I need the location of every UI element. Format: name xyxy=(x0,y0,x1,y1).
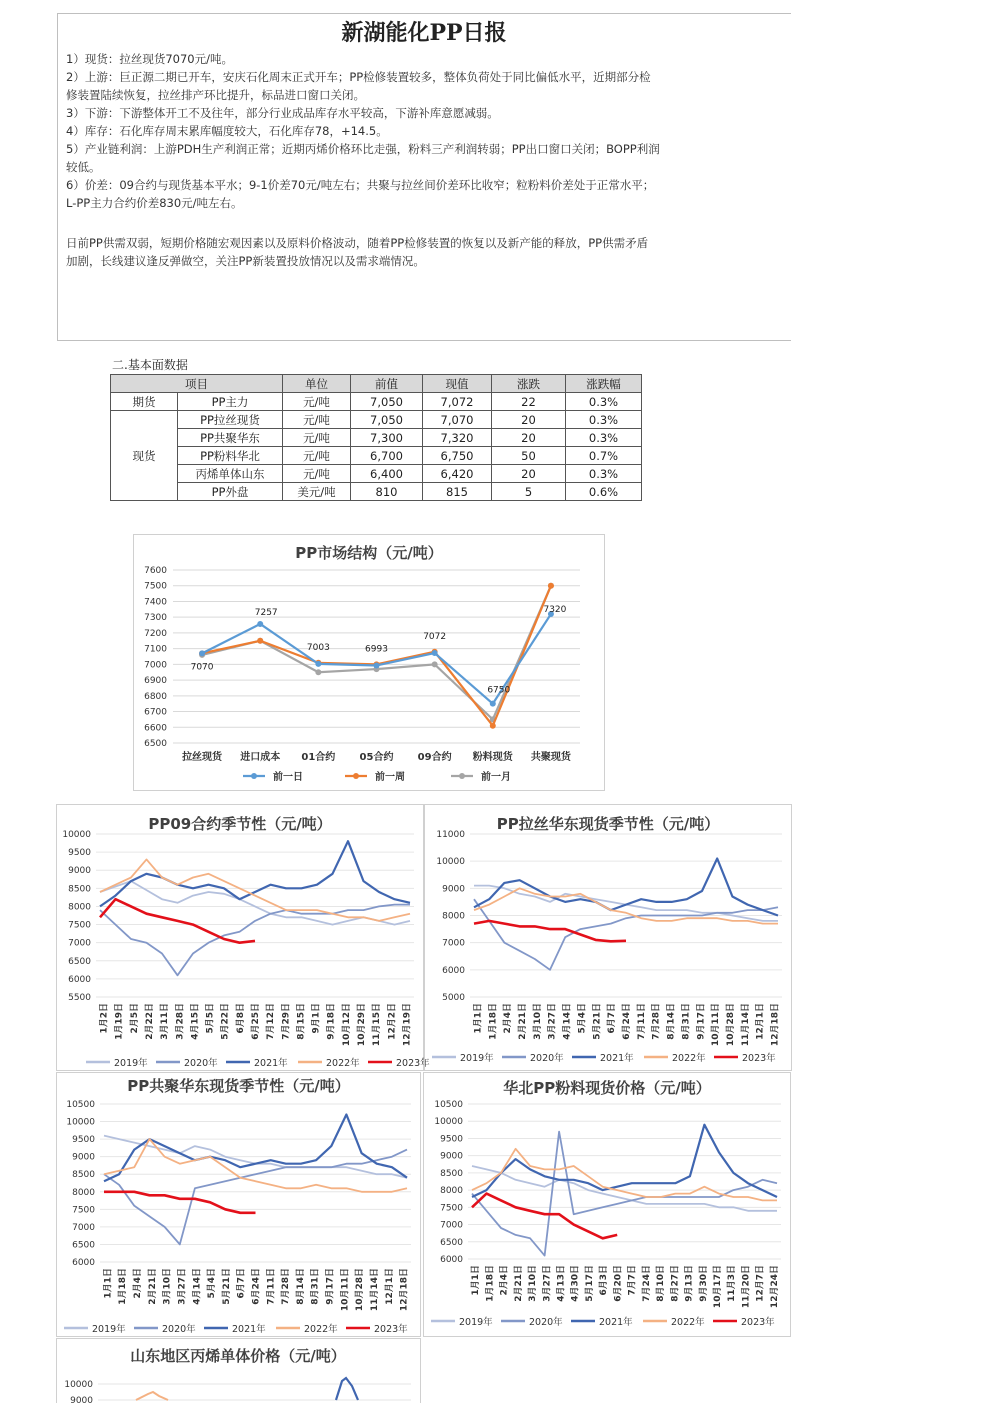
table-row xyxy=(111,483,642,501)
y-tick-label: 7500 xyxy=(72,1205,95,1216)
x-tick-label: 6月3日 xyxy=(599,1265,610,1296)
legend-marker xyxy=(459,773,465,779)
report-line: 6）价差：09合约与现货基本平水；9-1价差70元/吨左右；共聚与拉丝间价差环比收窄；粒粉料价差处于正常水平； xyxy=(66,178,655,192)
table-cell: 20 xyxy=(492,429,566,447)
x-tick-label: 8月14日 xyxy=(295,1268,306,1305)
x-tick-label: 进口成本 xyxy=(240,752,281,763)
x-tick-label: 2月21日 xyxy=(147,1268,158,1305)
x-tick-label: 9月17日 xyxy=(696,1003,707,1040)
x-tick-label: 8月27日 xyxy=(670,1265,681,1302)
legend-label: 前一月 xyxy=(481,772,511,783)
x-tick-label: 3月11日 xyxy=(160,1003,171,1040)
y-tick-label: 6500 xyxy=(144,739,167,749)
x-tick-label: 12月7日 xyxy=(755,1265,766,1302)
data-label: 7257 xyxy=(254,607,278,618)
y-tick-label: 10000 xyxy=(434,1117,463,1128)
series-point xyxy=(374,662,380,668)
legend-label: 2020年 xyxy=(530,1053,564,1064)
x-tick-label: 2月22日 xyxy=(145,1003,155,1040)
x-tick-label: 5月21日 xyxy=(221,1268,232,1305)
table-cell: PP粉料华北 xyxy=(178,447,283,465)
y-tick-label: 8000 xyxy=(72,1187,95,1198)
x-tick-label: 7月11日 xyxy=(636,1003,647,1040)
y-tick-label: 6000 xyxy=(440,1255,463,1265)
x-tick-label: 4月15日 xyxy=(190,1003,201,1040)
legend-label: 2019年 xyxy=(114,1058,148,1069)
series-point xyxy=(432,650,438,656)
table-cell: 0.3% xyxy=(566,393,642,411)
x-tick-label: 3月27日 xyxy=(542,1265,553,1302)
x-tick-label: 5月22日 xyxy=(220,1003,231,1040)
x-tick-label: 3月28日 xyxy=(175,1003,186,1040)
x-tick-label: 1月18日 xyxy=(118,1268,129,1305)
series-line-2022 xyxy=(136,1392,168,1400)
col-header-unit: 单位 xyxy=(283,375,351,393)
y-tick-label: 8000 xyxy=(68,902,91,913)
pp-copolymer-seasonal-chart xyxy=(56,1072,421,1337)
x-tick-label: 12月24日 xyxy=(769,1265,780,1309)
y-tick-label: 11000 xyxy=(436,830,465,840)
y-tick-label: 6000 xyxy=(442,965,465,976)
pp-powder-price-chart xyxy=(423,1072,791,1337)
table-cell: 50 xyxy=(492,447,566,465)
series-point xyxy=(199,650,205,656)
series-line-2021年 xyxy=(472,1125,777,1197)
report-line: 5）产业链利润：上游PDH生产利润正常；近期丙烯价格环比走强，粉料三产利润转弱；PP出口窗口关闭；BOPP利润 xyxy=(66,142,660,156)
x-tick-label: 9月13日 xyxy=(684,1265,695,1302)
series-point xyxy=(315,661,321,667)
y-tick-label: 10500 xyxy=(434,1100,463,1110)
x-tick-label: 10月28日 xyxy=(726,1003,736,1047)
table-cell: 0.7% xyxy=(566,447,642,465)
x-tick-label: 4月30日 xyxy=(570,1265,581,1302)
y-tick-label: 7600 xyxy=(144,566,167,576)
x-tick-label: 12月1日 xyxy=(755,1003,766,1040)
x-tick-label: 9月1日 xyxy=(311,1003,322,1034)
y-tick-label: 8500 xyxy=(440,1168,463,1179)
y-tick-label: 7100 xyxy=(144,644,167,655)
y-tick-label: 7500 xyxy=(440,1203,463,1214)
y-tick-label: 6500 xyxy=(68,956,91,967)
x-tick-label: 9月18日 xyxy=(326,1003,337,1040)
report-line: 较低。 xyxy=(66,160,101,174)
x-tick-label: 7月29日 xyxy=(281,1003,292,1040)
table-cell: 6,750 xyxy=(423,447,492,465)
pp-drawn-seasonal-chart xyxy=(424,804,792,1071)
series-line-2022年 xyxy=(472,1149,777,1201)
x-tick-label: 2月21日 xyxy=(513,1265,524,1302)
x-tick-label: 10月29日 xyxy=(357,1003,367,1047)
chart-title: PP拉丝华东现货季节性（元/吨） xyxy=(496,815,720,833)
x-tick-label: 4月13日 xyxy=(556,1265,567,1302)
x-tick-label: 12月19日 xyxy=(402,1003,413,1047)
x-tick-label: 1月18日 xyxy=(488,1003,499,1040)
x-tick-label: 11月15日 xyxy=(372,1003,383,1047)
legend-label: 2022年 xyxy=(672,1053,706,1064)
y-tick-label: 6900 xyxy=(144,676,167,687)
x-tick-label: 7月11日 xyxy=(266,1268,277,1305)
row-group-spot: 现货 xyxy=(111,411,178,501)
series-point xyxy=(257,621,263,627)
table-cell: 元/吨 xyxy=(283,447,351,465)
x-tick-label: 2月4日 xyxy=(499,1265,510,1296)
table-cell: 7,070 xyxy=(423,411,492,429)
x-tick-label: 11月14日 xyxy=(369,1268,380,1312)
x-tick-label: 6月7日 xyxy=(607,1003,618,1034)
legend-label: 前一日 xyxy=(273,772,303,783)
y-tick-label: 9000 xyxy=(440,1151,463,1162)
legend-label: 2019年 xyxy=(459,1317,493,1328)
y-tick-label: 7200 xyxy=(144,628,167,639)
y-tick-label: 8500 xyxy=(68,884,91,895)
x-tick-label: 8月15日 xyxy=(296,1003,307,1040)
x-tick-label: 10月12日 xyxy=(341,1003,352,1047)
x-tick-label: 2月4日 xyxy=(133,1268,144,1299)
data-label: 7070 xyxy=(190,662,214,673)
table-cell: 6,400 xyxy=(351,465,423,483)
table-cell: 22 xyxy=(492,393,566,411)
legend-label: 2023年 xyxy=(741,1317,775,1328)
x-tick-label: 7月12日 xyxy=(266,1003,277,1040)
x-tick-label: 12月2日 xyxy=(387,1003,398,1040)
table-cell: 7,050 xyxy=(351,393,423,411)
pp09-seasonal-chart xyxy=(56,804,430,1071)
legend-label: 前一周 xyxy=(375,772,405,783)
table-cell: 元/吨 xyxy=(283,465,351,483)
legend-label: 2020年 xyxy=(184,1058,218,1069)
table-cell: 0.3% xyxy=(566,465,642,483)
report-line: 2）上游：巨正源二期已开车，安庆石化周末正式开车；PP检修装置较多，整体负荷处于同比偏低水平，近期部分检 xyxy=(66,70,651,84)
x-tick-label: 11月14日 xyxy=(740,1003,751,1047)
y-tick-label: 7000 xyxy=(72,1222,95,1233)
x-tick-label: 01合约 xyxy=(301,752,336,763)
x-tick-label: 10月11日 xyxy=(711,1003,722,1047)
x-tick-label: 5月5日 xyxy=(205,1003,216,1034)
series-point xyxy=(548,583,554,589)
table-row xyxy=(111,393,642,411)
x-tick-label: 拉丝现货 xyxy=(182,752,223,763)
y-tick-label: 6000 xyxy=(72,1258,95,1268)
x-tick-label: 10月17日 xyxy=(712,1265,723,1309)
y-tick-label: 7500 xyxy=(144,581,167,592)
x-tick-label: 5月21日 xyxy=(592,1003,603,1040)
market-structure-chart xyxy=(133,534,605,791)
chart-title: PP共聚华东现货季节性（元/吨） xyxy=(127,1077,350,1095)
table-cell: 5 xyxy=(492,483,566,501)
legend-label: 2022年 xyxy=(304,1324,338,1335)
x-tick-label: 3月10日 xyxy=(528,1265,539,1302)
y-tick-label: 7000 xyxy=(68,938,91,949)
series-line-2020年 xyxy=(474,899,778,970)
y-tick-label: 9000 xyxy=(70,1396,93,1403)
table-cell: 815 xyxy=(423,483,492,501)
x-tick-label: 5月17日 xyxy=(584,1265,595,1302)
y-tick-label: 8500 xyxy=(72,1170,95,1181)
x-tick-label: 共聚现货 xyxy=(530,752,571,763)
y-tick-label: 9000 xyxy=(72,1152,95,1163)
data-label: 7320 xyxy=(543,605,567,616)
table-row xyxy=(111,465,642,483)
report-line: 1）现货：拉丝现货7070元/吨。 xyxy=(66,52,233,66)
series-point xyxy=(315,669,321,675)
table-cell: 810 xyxy=(351,483,423,501)
x-tick-label: 12月1日 xyxy=(384,1268,395,1305)
legend-marker xyxy=(353,773,359,779)
col-header-prev: 前值 xyxy=(351,375,423,393)
table-cell: PP外盘 xyxy=(178,483,283,501)
section-title-basic: 二.基本面数据 xyxy=(112,358,188,372)
table-cell: 元/吨 xyxy=(283,393,351,411)
table-cell: PP共聚华东 xyxy=(178,429,283,447)
row-group-futures: 期货 xyxy=(111,393,178,411)
x-tick-label: 7月7日 xyxy=(627,1265,638,1296)
y-tick-label: 7000 xyxy=(440,1220,463,1231)
table-cell: PP主力 xyxy=(178,393,283,411)
data-label: 7072 xyxy=(423,632,447,643)
table-cell: 元/吨 xyxy=(283,429,351,447)
x-tick-label: 5月4日 xyxy=(577,1003,588,1034)
x-tick-label: 11月3日 xyxy=(727,1265,738,1302)
col-header-change: 涨跌 xyxy=(492,375,566,393)
report-line: 日前PP供需双弱，短期价格随宏观因素以及原料价格波动，随着PP检修装置的恢复以及新产能的释放，PP供需矛盾 xyxy=(66,236,649,250)
table-cell: 7,300 xyxy=(351,429,423,447)
series-line-2023年 xyxy=(100,899,255,943)
table-cell: 20 xyxy=(492,411,566,429)
y-tick-label: 10500 xyxy=(66,1100,95,1110)
chart-title: 华北PP粉料现货价格（元/吨） xyxy=(503,1079,711,1097)
x-tick-label: 7月28日 xyxy=(651,1003,662,1040)
x-tick-label: 3月10日 xyxy=(532,1003,543,1040)
series-point xyxy=(490,723,496,729)
data-label: 6993 xyxy=(365,644,388,655)
report-line: 修装置陆续恢复，拉丝排产环比提升，标品进口窗口关闭。 xyxy=(66,88,365,102)
y-tick-label: 6700 xyxy=(144,707,167,718)
report-line: 3）下游：下游整体开工不及往年，部分行业成品库存水平较高，下游补库意愿减弱。 xyxy=(66,106,499,120)
table-header-row xyxy=(111,375,642,393)
x-tick-label: 2月21日 xyxy=(518,1003,528,1040)
legend-label: 2023年 xyxy=(742,1053,776,1064)
x-tick-label: 12月18日 xyxy=(770,1003,781,1047)
legend-label: 2022年 xyxy=(671,1317,705,1328)
y-tick-label: 6500 xyxy=(440,1237,463,1248)
x-tick-label: 05合约 xyxy=(359,752,394,763)
y-tick-label: 10000 xyxy=(66,1117,95,1128)
x-tick-label: 10月11日 xyxy=(340,1268,351,1312)
y-tick-label: 8000 xyxy=(442,911,465,922)
series-line-2021 xyxy=(336,1378,358,1400)
y-tick-label: 9500 xyxy=(68,848,91,859)
y-tick-label: 7500 xyxy=(68,920,91,931)
legend-label: 2021年 xyxy=(600,1053,634,1064)
y-tick-label: 10000 xyxy=(436,857,465,868)
x-tick-label: 8月10日 xyxy=(656,1265,667,1302)
series-point xyxy=(490,701,496,707)
y-tick-label: 9500 xyxy=(440,1134,463,1145)
series-point xyxy=(432,661,438,667)
y-tick-label: 7400 xyxy=(144,597,167,608)
legend-label: 2021年 xyxy=(599,1317,633,1328)
series-line-2020年 xyxy=(100,905,410,976)
legend-label: 2019年 xyxy=(92,1324,126,1335)
x-tick-label: 12月18日 xyxy=(399,1268,410,1312)
table-cell: PP拉丝现货 xyxy=(178,411,283,429)
report-line: 加剧，长线建议逢反弹做空，关注PP新装置投放情况以及需求端情况。 xyxy=(66,254,425,268)
table-row xyxy=(111,411,642,429)
y-tick-label: 6600 xyxy=(144,723,167,734)
y-tick-label: 6000 xyxy=(68,974,91,985)
x-tick-label: 1月1日 xyxy=(103,1268,114,1299)
x-tick-label: 4月14日 xyxy=(192,1268,203,1305)
col-header-item: 项目 xyxy=(111,375,283,393)
x-tick-label: 1月1日 xyxy=(473,1003,484,1034)
data-label: 6750 xyxy=(487,685,511,696)
col-header-pct: 涨跌幅 xyxy=(566,375,642,393)
y-tick-label: 9500 xyxy=(72,1135,95,1146)
x-tick-label: 6月24日 xyxy=(622,1003,632,1040)
series-line-2021年 xyxy=(474,859,778,916)
y-tick-label: 9000 xyxy=(68,866,91,877)
x-tick-label: 9月30日 xyxy=(698,1265,709,1302)
table-row xyxy=(111,447,642,465)
x-tick-label: 6月7日 xyxy=(236,1268,247,1299)
legend-marker xyxy=(251,773,257,779)
legend-label: 2022年 xyxy=(326,1058,360,1069)
x-tick-label: 11月20日 xyxy=(741,1265,752,1309)
x-tick-label: 4月14日 xyxy=(562,1003,573,1040)
chart-title: PP市场结构（元/吨） xyxy=(295,544,443,562)
x-tick-label: 3月27日 xyxy=(177,1268,188,1305)
table-cell: 丙烯单体山东 xyxy=(178,465,283,483)
chart-title: 山东地区丙烯单体价格（元/吨） xyxy=(130,1347,346,1365)
chart-title: PP09合约季节性（元/吨） xyxy=(148,815,332,833)
report-title: 新湖能化PP日报 xyxy=(341,20,507,46)
table-cell: 7,072 xyxy=(423,393,492,411)
y-tick-label: 10000 xyxy=(64,1380,93,1390)
x-tick-label: 8月31日 xyxy=(310,1268,321,1305)
y-tick-label: 10000 xyxy=(62,830,91,840)
legend-label: 2023年 xyxy=(396,1058,430,1069)
x-tick-label: 1月2日 xyxy=(99,1003,110,1034)
y-tick-label: 6800 xyxy=(144,691,167,702)
x-tick-label: 7月28日 xyxy=(281,1268,292,1305)
x-tick-label: 粉料现货 xyxy=(472,752,513,763)
x-tick-label: 9月17日 xyxy=(325,1268,336,1305)
table-cell: 6,700 xyxy=(351,447,423,465)
y-tick-label: 5000 xyxy=(442,993,465,1003)
y-tick-label: 9000 xyxy=(442,884,465,895)
legend-label: 2019年 xyxy=(460,1053,494,1064)
table-cell: 元/吨 xyxy=(283,411,351,429)
table-cell: 0.3% xyxy=(566,411,642,429)
x-tick-label: 1月1日 xyxy=(471,1265,482,1296)
legend-label: 2021年 xyxy=(254,1058,288,1069)
propylene-price-chart xyxy=(56,1338,421,1403)
basic-data-table xyxy=(110,374,642,501)
x-tick-label: 6月8日 xyxy=(235,1003,246,1034)
table-cell: 20 xyxy=(492,465,566,483)
series-point xyxy=(257,638,263,644)
legend-label: 2023年 xyxy=(374,1324,408,1335)
legend-label: 2020年 xyxy=(162,1324,196,1335)
table-cell: 6,420 xyxy=(423,465,492,483)
report-line: L-PP主力合约价差830元/吨左右。 xyxy=(66,196,243,210)
data-label: 7003 xyxy=(306,642,330,653)
table-cell: 7,050 xyxy=(351,411,423,429)
x-tick-label: 8月31日 xyxy=(681,1003,692,1040)
table-cell: 美元/吨 xyxy=(283,483,351,501)
x-tick-label: 2月4日 xyxy=(503,1003,514,1034)
legend-label: 2020年 xyxy=(529,1317,563,1328)
x-tick-label: 3月10日 xyxy=(162,1268,173,1305)
table-cell: 0.3% xyxy=(566,429,642,447)
x-tick-label: 6月24日 xyxy=(251,1268,262,1305)
x-tick-label: 6月20日 xyxy=(613,1265,624,1302)
series-line-2023年 xyxy=(472,1194,617,1239)
table-row xyxy=(111,429,642,447)
x-tick-label: 09合约 xyxy=(417,752,452,763)
table-cell: 7,320 xyxy=(423,429,492,447)
x-tick-label: 2月5日 xyxy=(129,1003,140,1034)
x-tick-label: 5月4日 xyxy=(207,1268,218,1299)
x-tick-label: 6月25日 xyxy=(251,1003,261,1040)
y-tick-label: 6500 xyxy=(72,1240,95,1251)
table-cell: 0.6% xyxy=(566,483,642,501)
y-tick-label: 8000 xyxy=(440,1186,463,1197)
report-line: 4）库存：石化库存周末累库幅度较大，石化库存78，+14.5。 xyxy=(66,124,388,138)
x-tick-label: 10月28日 xyxy=(355,1268,366,1312)
y-tick-label: 7000 xyxy=(144,660,167,671)
y-tick-label: 7000 xyxy=(442,938,465,949)
y-tick-label: 7300 xyxy=(144,613,167,624)
x-tick-label: 1月19日 xyxy=(114,1003,125,1040)
col-header-curr: 现值 xyxy=(423,375,492,393)
x-tick-label: 8月14日 xyxy=(666,1003,677,1040)
x-tick-label: 1月18日 xyxy=(485,1265,496,1302)
x-tick-label: 3月27日 xyxy=(547,1003,558,1040)
legend-label: 2021年 xyxy=(232,1324,266,1335)
x-tick-label: 7月24日 xyxy=(641,1265,652,1302)
y-tick-label: 5500 xyxy=(68,993,91,1003)
series-line-2021年 xyxy=(100,841,410,906)
